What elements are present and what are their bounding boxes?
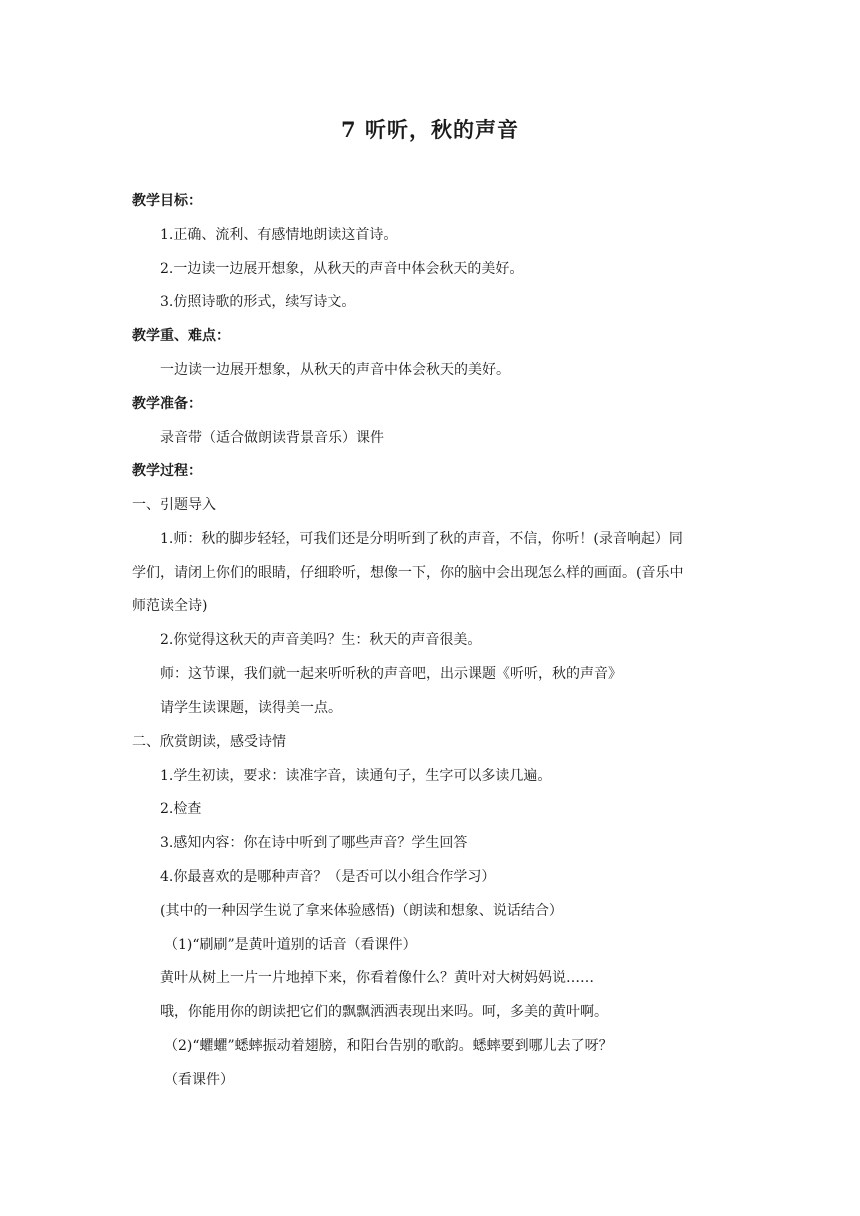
paragraph-4: 请学生读课题，读得美一点。 xyxy=(160,700,342,716)
section-2-item-9: （2)“蠷蠷”蟋蟀振动着翅膀，和阳台告别的歌韵。蟋蟀要到哪儿去了呀？ xyxy=(164,1038,613,1054)
goals-heading: 教学目标： xyxy=(132,193,202,209)
doc-title: 7 听听，秋的声音 xyxy=(341,117,519,142)
key-text: 一边读一边展开想象，从秋天的声音中体会秋天的美好。 xyxy=(160,362,510,378)
goal-3: 3.仿照诗歌的形式，续写诗文。 xyxy=(160,294,356,310)
key-heading: 教学重、难点： xyxy=(132,328,230,344)
section-2-item-2: 2.检查 xyxy=(160,801,202,817)
section-1-heading: 一、引题导入 xyxy=(132,497,216,513)
section-2-item-7: 黄叶从树上一片一片地掉下来，你看着像什么？黄叶对大树妈妈说…… xyxy=(160,970,594,986)
section-2-item-5: (其中的一种因学生说了拿来体验感悟)（朗读和想象、说话结合） xyxy=(160,903,563,919)
goal-2: 2.一边读一边展开想象，从秋天的声音中体会秋天的美好。 xyxy=(160,261,524,277)
paragraph-1-line-2: 学们，请闭上你们的眼睛，仔细聆听，想像一下，你的脑中会出现怎么样的画面。(音乐中 xyxy=(132,565,684,581)
paragraph-1-line-1: 1.师：秋的脚步轻轻，可我们还是分明听到了秋的声音，不信，你听！(录音响起）同 xyxy=(160,531,683,547)
section-2-item-6: （1)“刷刷”是黄叶道别的话音（看课件） xyxy=(164,937,417,953)
section-2-item-8: 哦，你能用你的朗读把它们的飘飘洒洒表现出来吗。呵，多美的黄叶啊。 xyxy=(160,1004,608,1020)
process-heading: 教学过程： xyxy=(132,463,202,479)
section-2-item-3: 3.感知内容：你在诗中听到了哪些声音？学生回答 xyxy=(160,835,468,851)
section-2-item-10: （看课件） xyxy=(164,1072,234,1088)
section-2-heading: 二、欣赏朗读，感受诗情 xyxy=(132,734,286,750)
paragraph-3: 师：这节课，我们就一起来听听秋的声音吧，出示课题《听听，秋的声音》 xyxy=(160,666,622,682)
prep-text: 录音带（适合做朗读背景音乐）课件 xyxy=(160,430,384,446)
prep-heading: 教学准备： xyxy=(132,396,202,412)
section-2-item-1: 1.学生初读，要求：读准字音，读通句子，生字可以多读几遍。 xyxy=(160,768,552,784)
paragraph-2: 2.你觉得这秋天的声音美吗？生：秋天的声音很美。 xyxy=(160,632,482,648)
section-2-item-4: 4.你最喜欢的是哪种声音？（是否可以小组合作学习） xyxy=(160,869,496,885)
paragraph-1-line-3: 师范读全诗) xyxy=(132,598,208,614)
goal-1: 1.正确、流利、有感情地朗读这首诗。 xyxy=(160,227,398,243)
